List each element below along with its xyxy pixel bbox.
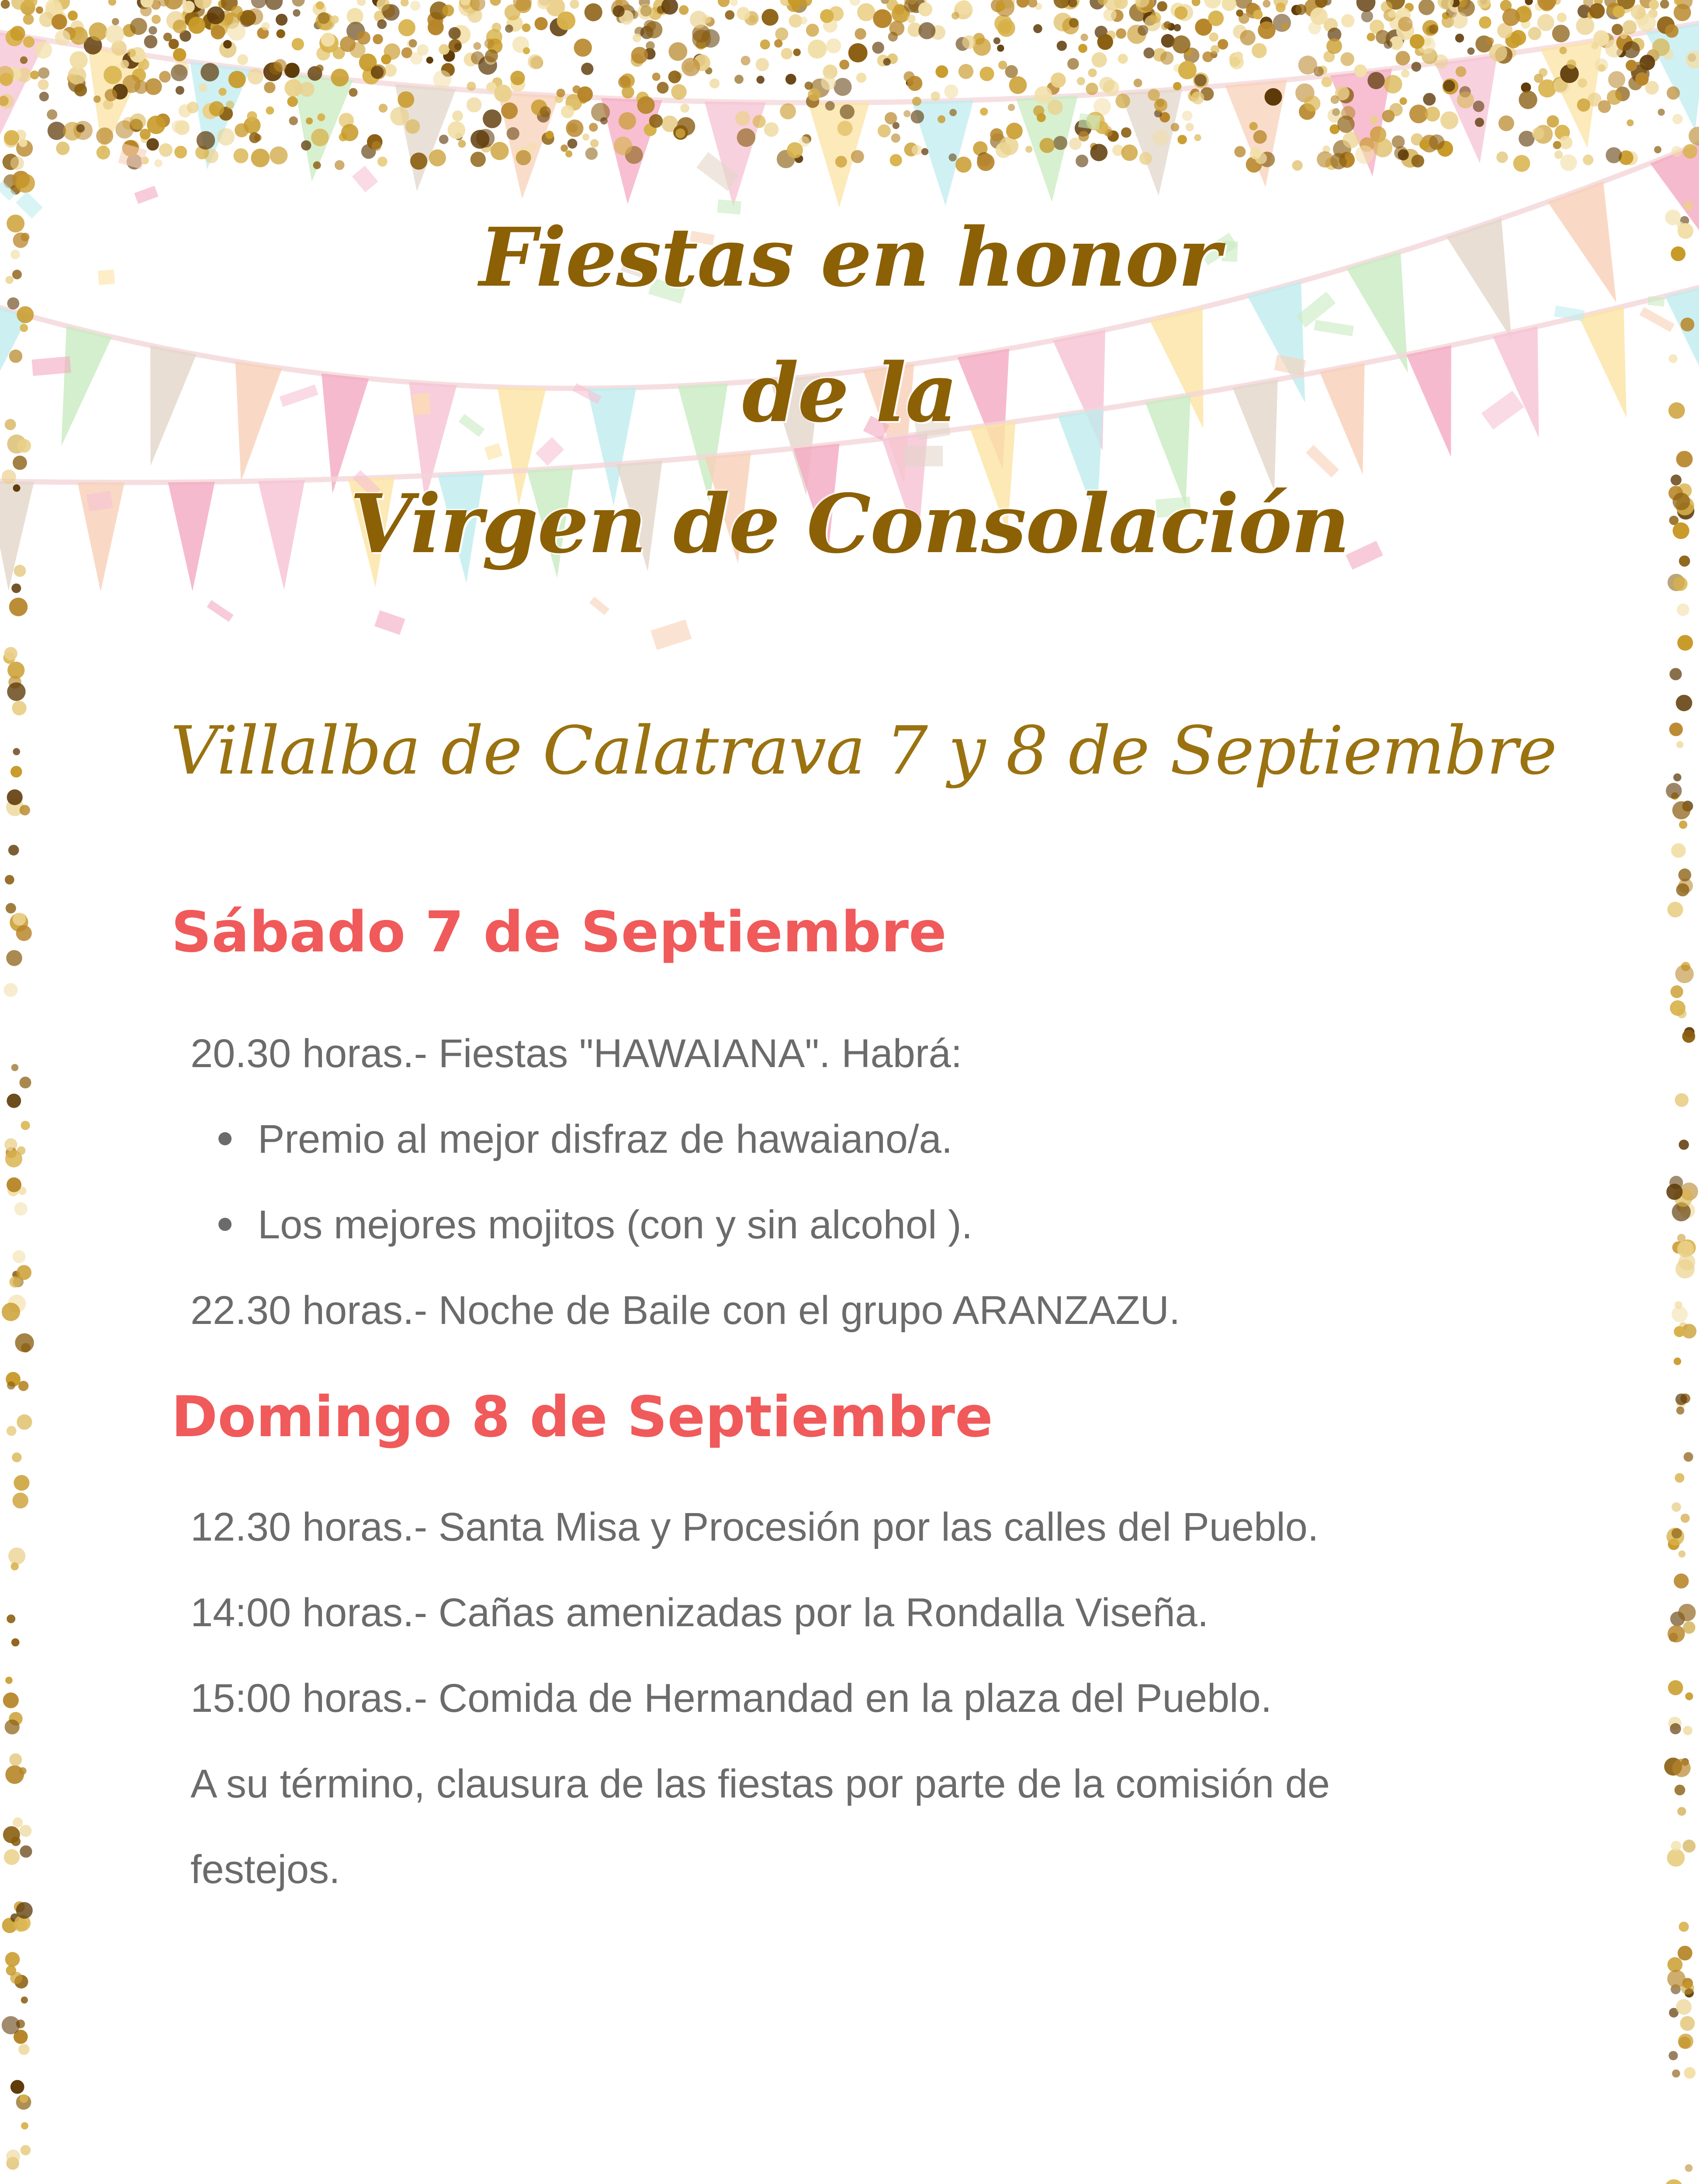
title-line-2: de la — [742, 345, 957, 440]
sunday-heading: Domingo 8 de Septiembre — [171, 1385, 993, 1450]
title-line-1: Fiestas en honor — [479, 210, 1220, 305]
bullet-dot-icon — [218, 1132, 232, 1145]
location-date-subtitle: Villalba de Calatrava 7 y 8 de Septiembre — [170, 712, 1557, 789]
sunday-event-1: 12.30 horas.- Santa Misa y Procesión por las calles del Pueblo. — [190, 1505, 1319, 1549]
bullet-dot-icon — [218, 1218, 232, 1231]
sunday-closing-line-2: festejos. — [190, 1847, 340, 1892]
sunday-event-2: 14:00 horas.- Cañas amenizadas por la Rondalla Viseña. — [190, 1590, 1209, 1635]
saturday-heading: Sábado 7 de Septiembre — [171, 900, 947, 965]
bullet-text: Premio al mejor disfraz de hawaiano/a. — [258, 1117, 953, 1161]
saturday-bullet-2 — [218, 1202, 972, 1248]
saturday-event-2: 22.30 horas.- Noche de Baile con el grupo ARANZAZU. — [190, 1288, 1180, 1333]
title-line-3: Virgen de Consolación — [349, 476, 1350, 571]
saturday-bullet-1 — [218, 1116, 952, 1162]
sunday-closing-line-1: A su término, clausura de las fiestas por parte de la comisión de — [190, 1762, 1330, 1806]
saturday-event-1: 20.30 horas.- Fiestas "HAWAIANA". Habrá: — [190, 1031, 962, 1076]
sunday-event-3: 15:00 horas.- Comida de Hermandad en la plaza del Pueblo. — [190, 1676, 1272, 1721]
bullet-text: Los mejores mojitos (con y sin alcohol ). — [258, 1203, 973, 1247]
